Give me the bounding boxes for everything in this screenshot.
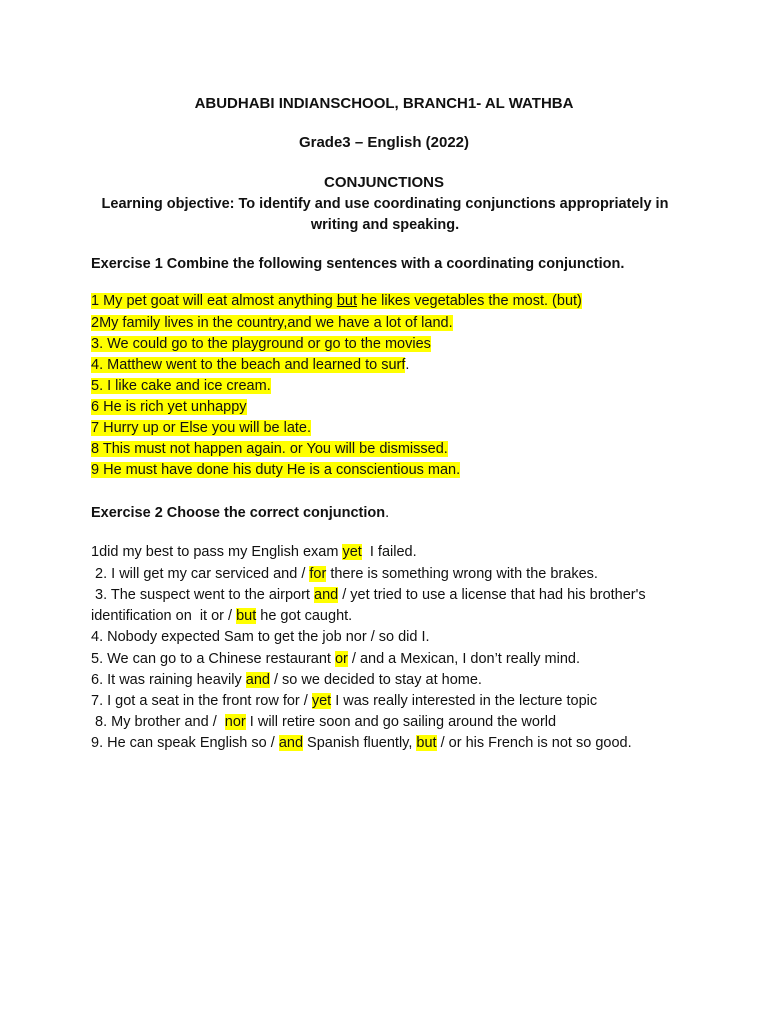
q3-text-line2: identification on it or / [91,608,237,624]
q6-text: 6. It was raining heavily [91,672,246,688]
school-name: ABUDHABI INDIANSCHOOL, BRANCH1- AL WATHBA [194,95,574,112]
exercise1-item [91,397,247,418]
q1-answer: yet [342,544,362,560]
topic-title: CONJUNCTIONS [323,174,444,191]
exercise1-item [91,313,453,334]
q3-text-mid: / yet tried to use a license that had his brother's [338,587,646,603]
exercise2-question-3-continued [91,606,352,627]
q7-text-end: I was really interested in the lecture topic [331,693,598,709]
q9-text-mid: Spanish fluently, [303,735,417,751]
q6-text-end: / so we decided to stay at home. [269,672,482,688]
exercise2-instruction-suffix: . [385,505,390,521]
exercise2-question-4: 4. Nobody expected Sam to get the job nor / so did I. [91,629,430,645]
exercise2-question-6 [91,670,482,691]
q2-answer: for [309,566,327,582]
q8-text: 8. My brother and / [91,714,225,730]
exercise1-item-6: 6 He is rich yet unhappy [91,399,247,415]
exercise1-item [91,418,311,439]
q9-answer-2: but [416,735,437,751]
q8-text-end: I will retire soon and go sailing around the world [245,714,557,730]
exercise2-question-5 [91,649,580,670]
exercise1-item [91,355,409,376]
exercise1-item [91,376,271,397]
q5-text: 5. We can go to a Chinese restaurant [91,651,335,667]
exercise1-item-8: 8 This must not happen again. or You will be dismissed. [91,441,448,457]
q7-answer: yet [311,693,332,709]
exercise2-label: Exercise 2 [91,505,163,521]
q3-answer-1: and [314,587,339,603]
item4-suffix: . [405,357,410,373]
exercise1-item-1 [91,293,582,309]
exercise1-item-3: 3. We could go to the playground or go to the movies [91,336,431,352]
q9-text: 9. He can speak English so / [91,735,279,751]
q2-text: 2. I will get my car serviced and / [91,566,310,582]
exercise1-item [91,460,460,481]
q6-answer: and [245,672,270,688]
exercise2-instruction: Choose the correct conjunction [162,505,386,521]
exercise1-item [91,334,431,355]
q3-text: 3. The suspect went to the airport [91,587,314,603]
exercise2-question-9 [91,733,632,754]
exercise1-heading [91,254,624,275]
exercise1-item-7: 7 Hurry up or Else you will be late. [91,420,312,436]
q3-answer-2: but [236,608,257,624]
q8-answer: nor [224,714,246,730]
exercise2-question-8 [91,712,556,733]
item1-text-before: 1 My pet goat will eat almost anything [91,293,337,309]
q2-text-end: there is something wrong with the brakes. [326,566,598,582]
q5-answer: or [334,651,348,667]
exercise2-question-3 [91,585,646,606]
q9-text-end: / or his French is not so good. [436,735,632,751]
exercise1-item-9: 9 He must have done his duty He is a conscientious man. [91,462,461,478]
q1-text: 1did my best to pass my English exam [91,544,343,560]
exercise2-question-7 [91,691,597,712]
exercise2-question-2 [91,564,598,585]
exercise1-item [91,439,448,460]
q7-text: 7. I got a seat in the front row for / [91,693,312,709]
grade-title: Grade3 – English (2022) [298,134,470,151]
item1-underlined-word: but [336,293,357,309]
exercise1-item-5: 5. I like cake and ice cream. [91,378,271,394]
q9-answer-1: and [278,735,304,751]
item1-text-after: he likes vegetables the most. (but) [357,293,582,309]
exercise1-item-2: 2My family lives in the country,and we have a lot of land. [91,315,453,331]
exercise2-question-1 [91,542,417,563]
q1-text-end: I failed. [361,544,417,560]
q3-text-end: he got caught. [256,608,353,624]
q5-text-end: / and a Mexican, I don’t really mind. [347,651,580,667]
exercise1-label: Exercise 1 [91,256,163,272]
exercise2-heading [91,503,389,524]
exercise1-item-4: 4. Matthew went to the beach and learned to surf [91,357,406,373]
exercise1-instruction: Combine the following sentences with a coordinating conjunction. [162,256,625,272]
learning-objective: Learning objective: To identify and use coordinating conjunctions appropriately in writing and speaking. [101,196,669,233]
exercise1-item [91,291,582,312]
